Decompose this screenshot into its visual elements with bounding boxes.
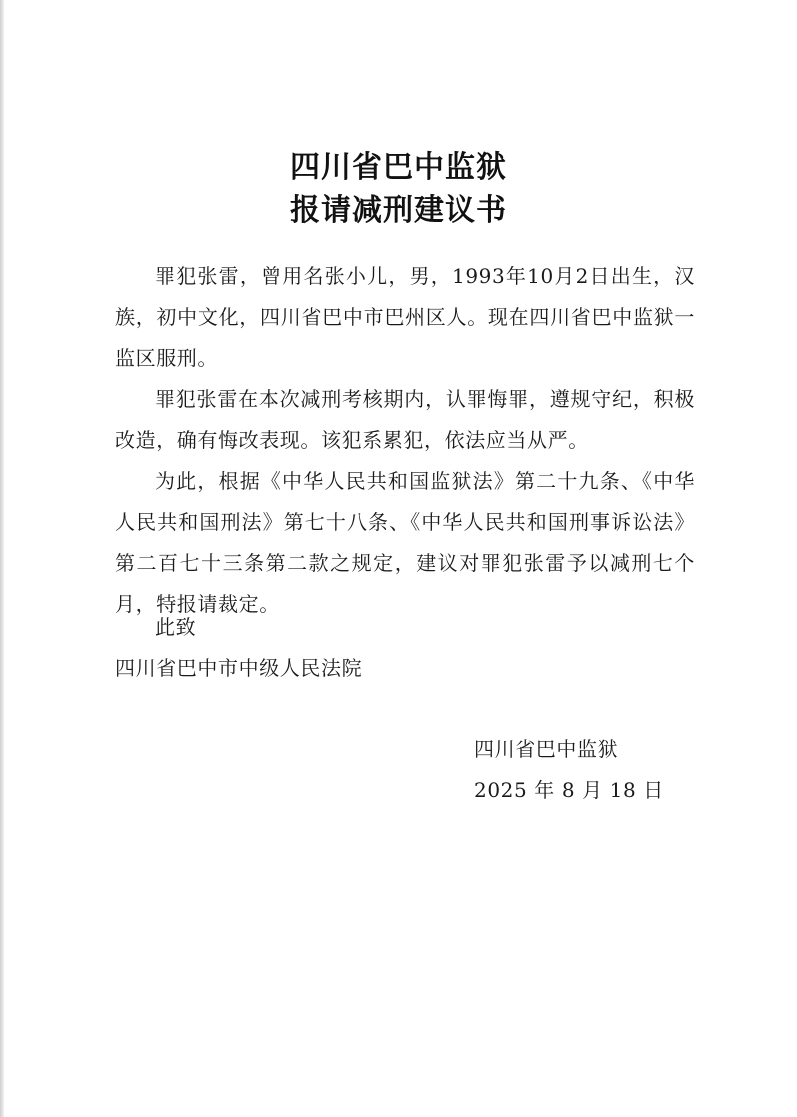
paragraph-performance: 罪犯张雷在本次减刑考核期内，认罪悔罪，遵规守纪，积极改造，确有悔改表现。该犯系累犯，依法应当从严。 [115, 387, 695, 452]
addressee: 四川省巴中市中级人民法院 [115, 656, 363, 680]
paragraph-legal-basis: 为此，根据《中华人民共和国监狱法》第二十九条、《中华人民共和国刑法》第七十八条、《中华人民共和国刑事诉讼法》第二百七十三条第二款之规定，建议对罪犯张雷予以减刑七个月，特报请裁定。 [115, 469, 695, 616]
signature-date: 2025 年 8 月 18 日 [474, 778, 664, 802]
paragraph-criminal-info: 罪犯张雷，曾用名张小儿，男，1993年10月2日出生，汉族，初中文化，四川省巴中市巴州区人。现在四川省巴中监狱一监区服刑。 [115, 264, 695, 370]
document-title-line2: 报请减刑建议书 [290, 193, 507, 228]
signature-organization: 四川省巴中监狱 [474, 737, 619, 761]
salutation: 此致 [155, 615, 197, 639]
document-title-line1: 四川省巴中监狱 [290, 150, 507, 185]
